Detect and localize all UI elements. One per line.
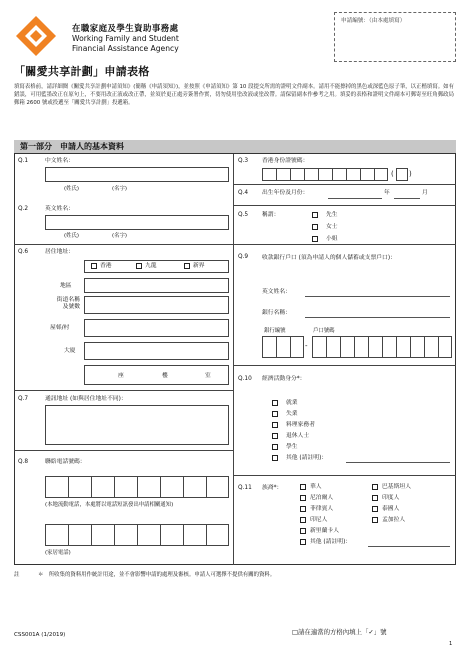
estate-label: 屋邨/村	[50, 325, 70, 331]
ethnic-bangladeshi-label: 孟加拉人	[382, 517, 406, 523]
birth-year-unit: 年	[384, 190, 390, 196]
row-divider-q6-q7	[14, 390, 234, 391]
row-divider-q7-q8	[14, 450, 234, 451]
hkid-check-open: (	[391, 170, 394, 178]
section-1-header	[14, 140, 456, 154]
correspondence-address-input[interactable]	[45, 405, 229, 445]
row-divider-q9-q10	[234, 365, 456, 366]
hkid-check-close: )	[409, 170, 412, 178]
q11-number: Q.11	[238, 485, 252, 491]
ethnic-bangladeshi-checkbox[interactable]	[372, 517, 378, 523]
room-unit-label: 室	[205, 373, 211, 379]
intro-instructions: 填寫表格前，請詳細閱《關愛共享計劃申請須知》(簡稱《申請須知》)，並按照《申請須知》第 10 段提交所需的證明文件副本。請用不能擦掉的黑色或深藍色原子筆，以正楷填寫。如有錯誤，可用藍墨改正在原句上，不要用改正液或改正帶，並須於更正處旁簽署作實，切勿使用塗改液或塗改帶。請保留副本作參考之用。填妥的表格和證明文件副本可郵寄至旺角郵政局郵箱 2600 號或投遞至「關愛共享計劃」投遞箱。	[14, 84, 454, 107]
ethnic-thai-checkbox[interactable]	[372, 506, 378, 512]
q2-surname-caption: (姓氏)	[64, 233, 79, 239]
birth-month-unit: 月	[422, 190, 428, 196]
birth-year-input[interactable]	[328, 198, 382, 199]
q1-label: 中文姓名：	[45, 158, 74, 164]
title-ms-checkbox[interactable]	[312, 224, 318, 230]
ethnic-pakistani-checkbox[interactable]	[372, 484, 378, 490]
region-nt-checkbox[interactable]	[184, 263, 190, 269]
agency-name-chinese: 在職家庭及學生資助事務處	[72, 23, 179, 33]
title-mr-checkbox[interactable]	[312, 212, 318, 218]
street-label: 街道名稱 及號數	[56, 297, 80, 311]
ethnic-other-checkbox[interactable]	[300, 539, 306, 545]
row-divider-q4-q5	[234, 205, 456, 206]
bank-account-name-label: 英文姓名：	[262, 289, 291, 295]
status-student-checkbox[interactable]	[272, 444, 278, 450]
form-title: 「關愛共享計劃」申請表格	[14, 65, 150, 78]
column-divider	[233, 154, 234, 565]
home-phone-note: (家居電話)	[45, 550, 71, 556]
street-input[interactable]	[84, 296, 229, 314]
ethnic-indonesian-label: 印尼人	[310, 517, 328, 523]
q10-number: Q.10	[238, 376, 252, 382]
ethnic-filipino-checkbox[interactable]	[300, 506, 306, 512]
q1-surname-caption: (姓氏)	[64, 186, 79, 192]
title-ms-label: 女士	[326, 224, 338, 230]
note-label: 註	[14, 572, 20, 578]
row-divider-q10-q11	[234, 475, 456, 476]
tick-instruction: □請在適當的方格內填上「✓」號	[292, 628, 387, 636]
form-code: CSS001A (1/2019)	[14, 632, 66, 638]
q5-number: Q.5	[238, 212, 249, 218]
region-kln-checkbox[interactable]	[136, 263, 142, 269]
title-mr-label: 先生	[326, 212, 338, 218]
q10-label: 經濟活動身分*：	[262, 376, 306, 382]
status-other-checkbox[interactable]	[272, 455, 278, 461]
ethnic-indian-label: 印度人	[382, 495, 400, 501]
q1-number: Q.1	[18, 158, 29, 164]
district-label: 地區	[60, 283, 72, 289]
status-other-label: 其他 (請註明)：	[286, 455, 328, 461]
application-number-label: 申請編號：（由本處填寫）	[341, 18, 406, 24]
q4-label: 出生年份及月份：	[262, 190, 309, 196]
region-kln-label: 九龍	[145, 263, 157, 269]
title-miss-label: 小姐	[326, 236, 338, 242]
ethnic-indonesian-checkbox[interactable]	[300, 517, 306, 523]
q3-label: 香港身份證號碼：	[262, 158, 309, 164]
q7-number: Q.7	[18, 396, 29, 402]
bank-account-name-input[interactable]	[305, 296, 450, 297]
block-unit-label: 座	[118, 373, 124, 379]
status-retired-label: 退休人士	[286, 433, 310, 439]
building-input[interactable]	[84, 342, 229, 360]
q4-number: Q.4	[238, 190, 249, 196]
ethnic-other-label: 其他 (請註明)：	[310, 539, 352, 545]
q9-label: 收款銀行戶口 (須為申請人的個人儲蓄或支票戶口)：	[262, 255, 396, 261]
account-number-label: 戶口號碼	[313, 328, 335, 334]
row-divider-q3-q4	[234, 184, 456, 185]
ethnic-thai-label: 泰國人	[382, 506, 400, 512]
region-nt-label: 新界	[193, 263, 205, 269]
q6-number: Q.6	[18, 249, 29, 255]
status-unemployed-checkbox[interactable]	[272, 411, 278, 417]
ethnic-srilankan-checkbox[interactable]	[300, 528, 306, 534]
district-input[interactable]	[84, 278, 229, 293]
status-homemaker-label: 料理家務者	[286, 422, 315, 428]
agency-name-english-line1: Working Family and Student	[72, 34, 179, 43]
q11-label: 族裔*：	[262, 485, 283, 491]
status-student-label: 學生	[286, 444, 298, 450]
building-label: 大廈	[64, 348, 76, 354]
hkid-check-digit-input[interactable]	[396, 168, 408, 181]
ethnic-srilankan-label: 新里蘭卡人	[310, 528, 339, 534]
agency-name-english-line2: Financial Assistance Agency	[72, 44, 179, 53]
ethnic-chinese-label: 華人	[310, 484, 322, 490]
status-unemployed-label: 失業	[286, 411, 298, 417]
floor-unit-label: 樓	[162, 373, 168, 379]
row-divider-q5-q6	[14, 244, 456, 245]
q9-number: Q.9	[238, 254, 249, 260]
title-miss-checkbox[interactable]	[312, 236, 318, 242]
ethnic-chinese-checkbox[interactable]	[300, 484, 306, 490]
q2-label: 英文姓名：	[45, 206, 74, 212]
bank-code-dash: -	[305, 342, 308, 350]
bank-code-label: 銀行編號	[264, 328, 286, 334]
q3-number: Q.3	[238, 158, 249, 164]
bank-name-label: 銀行名稱：	[262, 310, 291, 316]
status-employed-label: 就業	[286, 400, 298, 406]
ethnic-pakistani-label: 巴基斯坦人	[382, 484, 411, 490]
estate-input[interactable]	[84, 319, 229, 337]
section-1-title: 第一部分 申請人的基本資料	[20, 142, 124, 151]
region-hk-checkbox[interactable]	[91, 263, 97, 269]
q5-label: 稱謂：	[262, 212, 280, 218]
q2-given-caption: (名字)	[112, 233, 127, 239]
ethnic-indian-checkbox[interactable]	[372, 495, 378, 501]
q8-label: 聯絡電話號碼：	[45, 459, 86, 465]
ethnic-filipino-label: 菲律賓人	[310, 506, 334, 512]
application-number-box	[334, 12, 456, 62]
agency-logo	[14, 14, 58, 58]
q2-number: Q.2	[18, 206, 29, 212]
q6-label: 居住地址：	[45, 249, 74, 255]
status-homemaker-checkbox[interactable]	[272, 422, 278, 428]
q7-label: 通訊地址 (如與居住地址不同)：	[45, 396, 127, 402]
ethnic-nepalese-label: 尼泊爾人	[310, 495, 334, 501]
region-hk-label: 香港	[100, 263, 112, 269]
page-number: 1	[449, 641, 453, 647]
ethnic-nepalese-checkbox[interactable]	[300, 495, 306, 501]
chinese-name-input[interactable]	[45, 167, 229, 182]
status-other-input[interactable]	[346, 462, 450, 463]
birth-month-input[interactable]	[394, 198, 420, 199]
english-name-input[interactable]	[45, 215, 229, 230]
mobile-phone-note: (本地流動電話，本處將以電話短訊發出申請相關通知)	[45, 502, 174, 508]
status-retired-checkbox[interactable]	[272, 433, 278, 439]
status-employed-checkbox[interactable]	[272, 400, 278, 406]
bank-name-input[interactable]	[305, 317, 450, 318]
q8-number: Q.8	[18, 459, 29, 465]
ethnic-other-input[interactable]	[368, 546, 450, 547]
note-text: ＊ 所收集的資料用作統計用途，並不會影響申請的處理及審核。申請人可選擇不提供有關的資料。	[38, 572, 276, 578]
q1-given-caption: (名字)	[112, 186, 127, 192]
